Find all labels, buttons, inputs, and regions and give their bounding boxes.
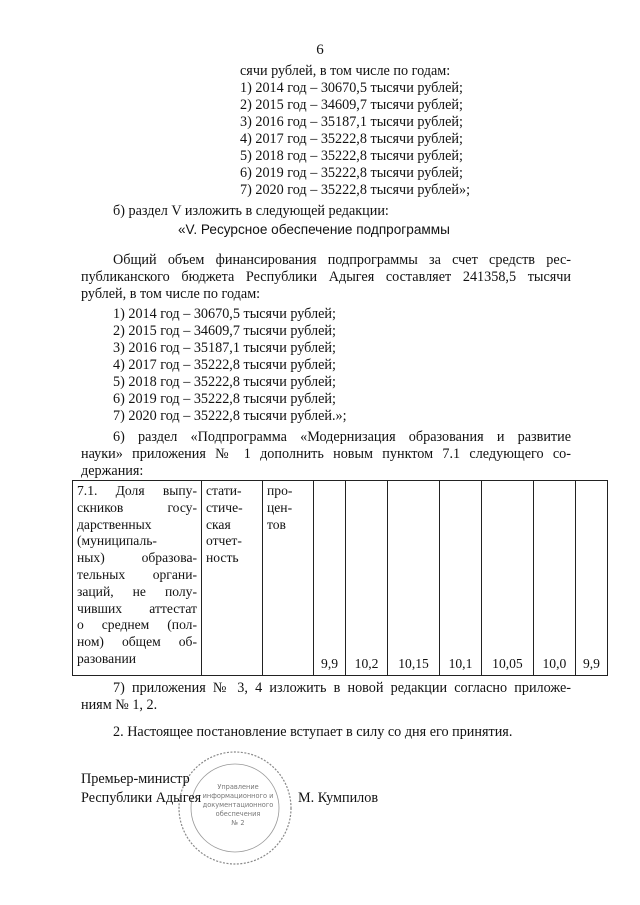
para-total-line-1: публиканского бюджета Республики Адыгея составляет 241358,5 тысячи: [81, 269, 571, 285]
unit-line: про-: [267, 483, 293, 498]
para-6-line-0: 6) раздел «Подпрограмма «Модернизация образования и развитие: [113, 429, 571, 445]
para-6-line-2: держания:: [81, 463, 144, 479]
value-cell-2015: 10,2: [346, 481, 388, 676]
seal-stamp-icon: [176, 749, 294, 867]
list-b-line-1: 2) 2015 год – 34609,7 тысячи рублей;: [113, 323, 336, 339]
para-7-line-1: ниям № 1, 2.: [81, 697, 158, 713]
list-a-line-6: 6) 2019 год – 35222,8 тысячи рублей;: [240, 165, 463, 181]
indicator-line: о среднем (пол-: [77, 617, 197, 633]
value-cell-2018: 10,05: [481, 481, 533, 676]
value-cell-2020: 9,9: [575, 481, 607, 676]
unit-line: цен-: [267, 499, 293, 515]
unit-cell: [263, 481, 314, 676]
stamp-line: информационного и: [202, 792, 274, 800]
source-line: отчет-: [206, 533, 242, 549]
value-cell-2019: 10,0: [533, 481, 575, 676]
section-title: «V. Ресурсное обеспечение подпрограммы: [178, 222, 450, 237]
signatory-name: М. Кумпилов: [298, 790, 379, 806]
indicator-line: ном) общем об-: [77, 634, 197, 650]
signatory-title-line2: Республики Адыгея: [81, 790, 202, 806]
indicator-table: [72, 480, 608, 676]
para-total-line-0: Общий объем финансирования подпрограммы за счет средств рес-: [113, 252, 571, 268]
indicator-line: заций, не полу-: [77, 583, 197, 599]
indicator-line: 7.1. Доля выпу-: [77, 483, 197, 498]
list-a-line-2: 2) 2015 год – 34609,7 тысячи рублей;: [240, 97, 463, 113]
stamp-line: документационного: [202, 801, 274, 809]
indicator-line: (муниципаль-: [77, 533, 157, 549]
stamp-line: обеспечения: [215, 810, 261, 818]
list-a-line-7: 7) 2020 год – 35222,8 тысячи рублей»;: [240, 182, 471, 198]
value-cell-2014: 9,9: [314, 481, 346, 676]
indicator-line: чивших аттестат: [77, 600, 197, 616]
unit-line: тов: [267, 516, 286, 532]
list-b-line-4: 5) 2018 год – 35222,8 тысячи рублей;: [113, 374, 336, 390]
page-number: 6: [316, 42, 324, 58]
list-a-line-1: 1) 2014 год – 30670,5 тысячи рублей;: [240, 80, 463, 96]
list-b-line-2: 3) 2016 год – 35187,1 тысячи рублей;: [113, 340, 336, 356]
list-a-line-0: сячи рублей, в том числе по годам:: [240, 63, 451, 79]
indicator-line: разовании: [77, 650, 137, 666]
source-line: стиче-: [206, 499, 243, 515]
source-line: стати-: [206, 483, 242, 498]
indicator-cell: [73, 481, 202, 676]
source-line: ность: [206, 550, 239, 566]
indicator-line: скников госу-: [77, 499, 197, 515]
item-b: б) раздел V изложить в следующей редакции:: [113, 203, 389, 219]
stamp-line: Управление: [217, 783, 259, 791]
indicator-line: ных) образова-: [77, 550, 197, 566]
para-7-line-0: 7) приложения № 3, 4 изложить в новой редакции согласно приложе-: [113, 680, 571, 696]
table-row: [73, 481, 608, 676]
signatory-title-line1: Премьер-министр: [81, 771, 190, 787]
para-total-line-2: рублей, в том числе по годам:: [81, 286, 261, 302]
para-6-line-1: науки» приложения № 1 дополнить новым пунктом 7.1 следующего со-: [81, 446, 571, 462]
list-a-line-5: 5) 2018 год – 35222,8 тысячи рублей;: [240, 148, 463, 164]
indicator-line: тельных органи-: [77, 566, 197, 582]
para-2: 2. Настоящее постановление вступает в силу со дня его принятия.: [113, 724, 513, 740]
source-cell: [202, 481, 263, 676]
list-a-line-3: 3) 2016 год – 35187,1 тысячи рублей;: [240, 114, 463, 130]
list-b-line-6: 7) 2020 год – 35222,8 тысячи рублей.»;: [113, 408, 347, 424]
value-cell-2016: 10,15: [388, 481, 440, 676]
source-line: ская: [206, 516, 231, 532]
list-a-line-4: 4) 2017 год – 35222,8 тысячи рублей;: [240, 131, 463, 147]
value-cell-2017: 10,1: [439, 481, 481, 676]
list-b-line-5: 6) 2019 год – 35222,8 тысячи рублей;: [113, 391, 336, 407]
list-b-line-0: 1) 2014 год – 30670,5 тысячи рублей;: [113, 306, 336, 322]
stamp-line: № 2: [231, 819, 245, 827]
indicator-line: дарственных: [77, 516, 152, 532]
list-b-line-3: 4) 2017 год – 35222,8 тысячи рублей;: [113, 357, 336, 373]
